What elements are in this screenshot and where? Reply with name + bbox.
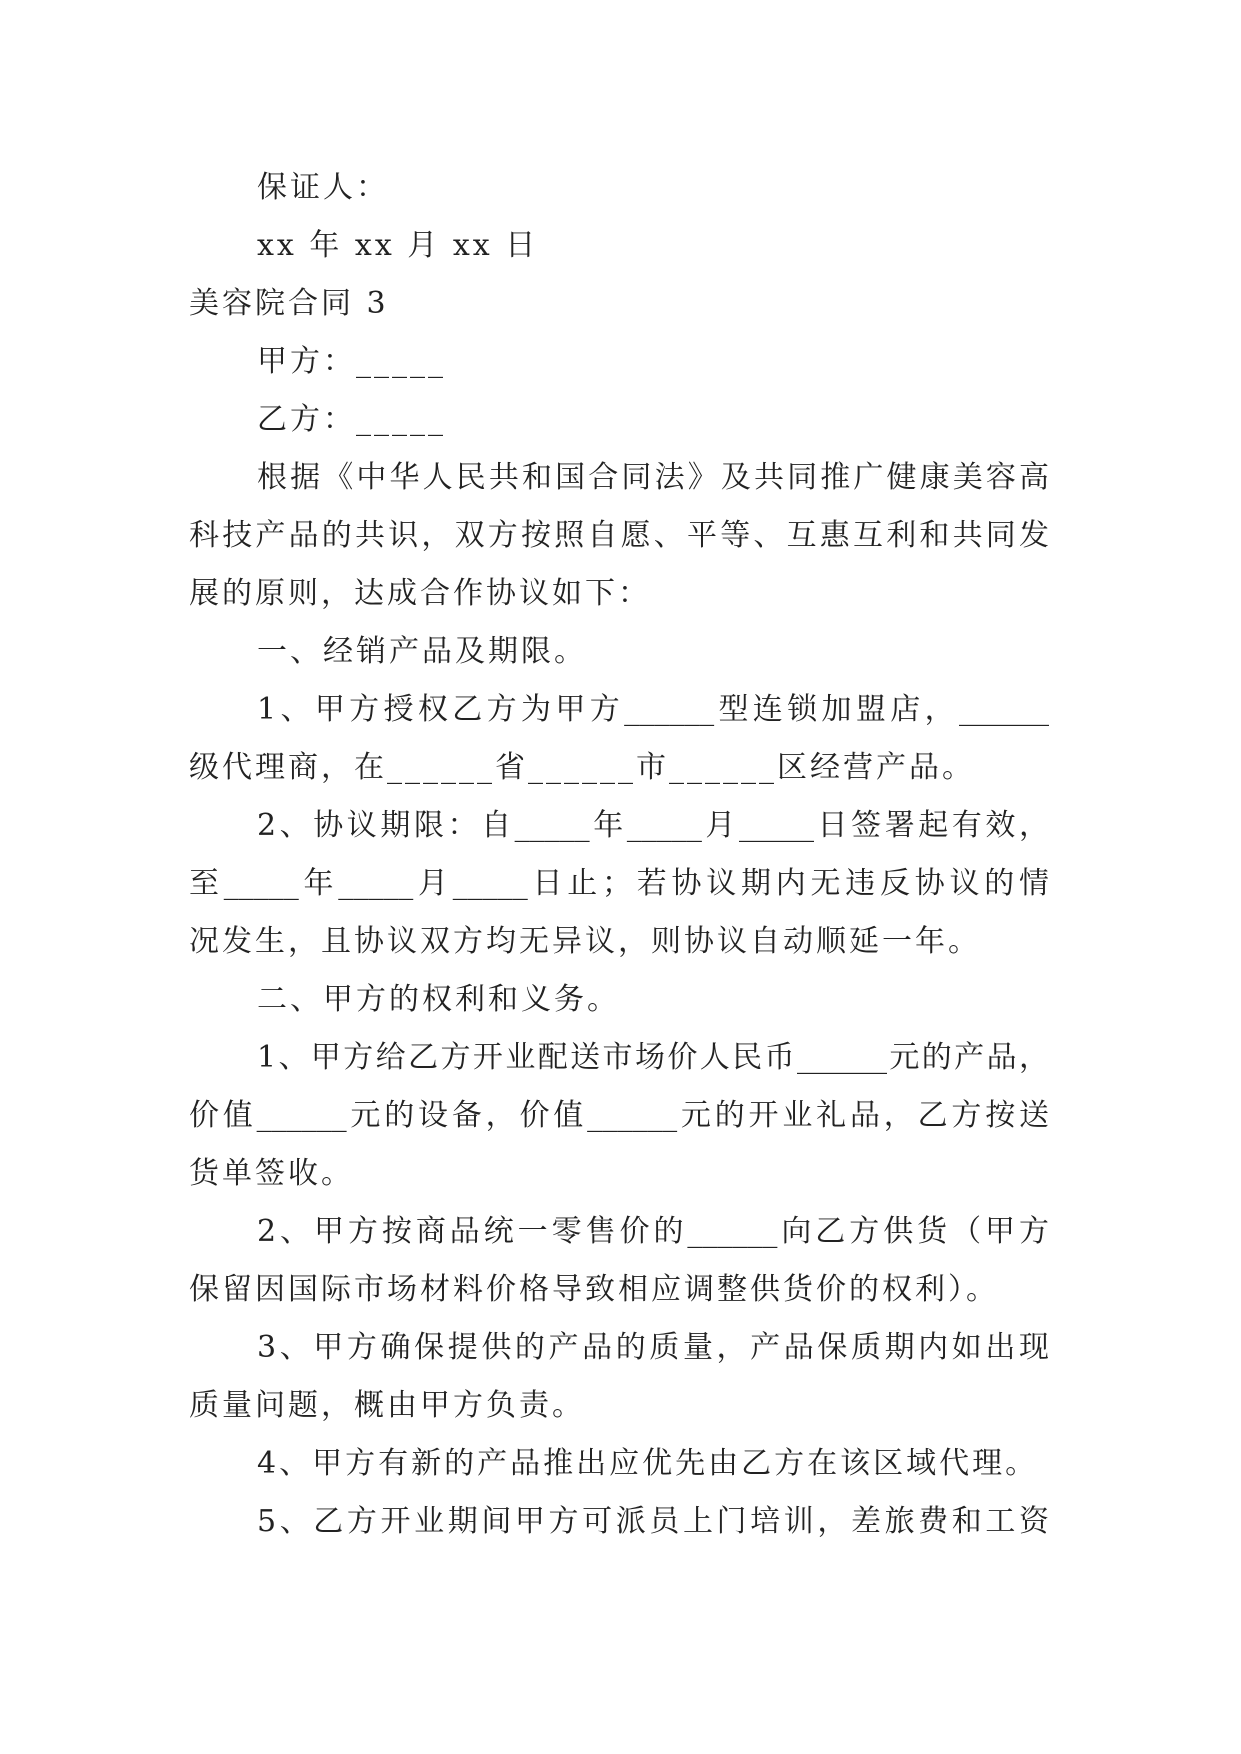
preamble-line-3: 展的原则，达成合作协议如下： bbox=[189, 576, 651, 611]
party-b-line: 乙方：_____ bbox=[257, 402, 446, 437]
preamble-line-2: 科技产品的共识，双方按照自愿、平等、互惠互利和共同发 bbox=[189, 518, 1049, 553]
clause-1-2-line-1: 2、协议期限：自_____年_____月_____日签署起有效， bbox=[257, 808, 1049, 843]
heading-2: 二、甲方的权利和义务。 bbox=[257, 982, 620, 1017]
preamble-line-1: 根据《中华人民共和国合同法》及共同推广健康美容高 bbox=[257, 460, 1049, 495]
clause-2-1-line-2: 价值______元的设备，价值______元的开业礼品，乙方按送 bbox=[189, 1098, 1049, 1133]
clause-1-1-line-2: 级代理商，在______省______市______区经营产品。 bbox=[189, 750, 975, 785]
party-a-line: 甲方：_____ bbox=[257, 344, 446, 379]
clause-2-5-line-1: 5、乙方开业期间甲方可派员上门培训，差旅费和工资 bbox=[257, 1504, 1049, 1539]
clause-2-1-line-1: 1、甲方给乙方开业配送市场价人民币______元的产品， bbox=[257, 1040, 1049, 1075]
clause-1-1-line-1: 1、甲方授权乙方为甲方______型连锁加盟店，______ bbox=[257, 692, 1049, 727]
clause-2-3-line-1: 3、甲方确保提供的产品的质量，产品保质期内如出现 bbox=[257, 1330, 1049, 1365]
heading-1: 一、经销产品及期限。 bbox=[257, 634, 587, 669]
guarantor-label: 保证人： bbox=[257, 170, 389, 205]
clause-1-2-line-3: 况发生，且协议双方均无异议，则协议自动顺延一年。 bbox=[189, 924, 981, 959]
clause-2-2-line-2: 保留因国际市场材料价格导致相应调整供货价的权利）。 bbox=[189, 1272, 999, 1307]
clause-2-1-line-3: 货单签收。 bbox=[189, 1156, 354, 1191]
section-title: 美容院合同 3 bbox=[189, 286, 389, 321]
clause-1-2-line-2: 至_____年_____月_____日止；若协议期内无违反协议的情 bbox=[189, 866, 1049, 901]
date-line: xx 年 xx 月 xx 日 bbox=[257, 228, 539, 263]
clause-2-2-line-1: 2、甲方按商品统一零售价的______向乙方供货（甲方 bbox=[257, 1214, 1049, 1249]
clause-2-4: 4、甲方有新的产品推出应优先由乙方在该区域代理。 bbox=[257, 1446, 1039, 1481]
clause-2-3-line-2: 质量问题，概由甲方负责。 bbox=[189, 1388, 585, 1423]
